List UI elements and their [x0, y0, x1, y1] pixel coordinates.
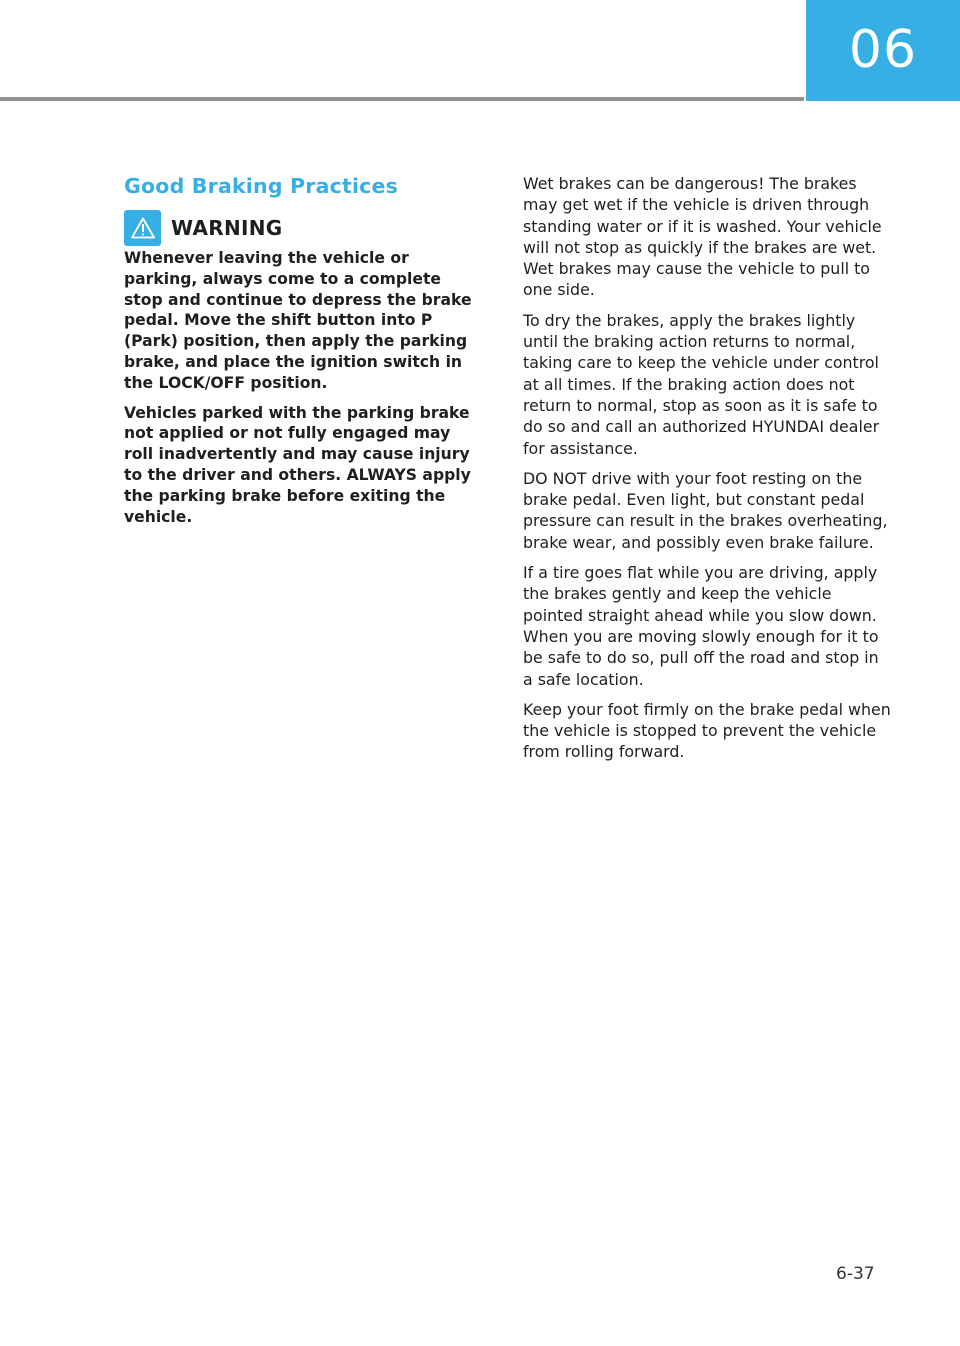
right-column	[523, 173, 893, 772]
section-title: Good Braking Practices	[124, 174, 399, 198]
body-paragraph: To dry the brakes, apply the brakes lightly until the braking action returns to normal, taking care to keep the vehicle under control at all times. If the braking action does not return to normal, stop as soon as it is safe to do so and call an authorized HYUNDAI dealer for assistance.	[523, 310, 880, 458]
body-paragraph: Wet brakes can be dangerous! The brakes may get wet if the vehicle is driven through standing water or if it is washed. Your vehicle will not stop as quickly if the brakes are wet. Wet brakes may cause the vehicle to pull to one side.	[523, 174, 882, 300]
header-rule	[0, 97, 804, 101]
warning-header	[124, 210, 484, 246]
page-number: 6-37	[836, 1264, 875, 1284]
warning-triangle-icon	[124, 210, 161, 246]
warning-paragraph: Vehicles parked with the parking brake not applied or not fully engaged may roll inadvertently and may cause injury to the driver and others. ALWAYS apply the parking brake before exiting the vehicle.	[124, 403, 471, 526]
body-paragraph: Keep your foot firmly on the brake pedal when the vehicle is stopped to prevent the vehicle from rolling forward.	[523, 699, 891, 762]
body-paragraph: DO NOT drive with your foot resting on the brake pedal. Even light, but constant pedal pressure can result in the brakes overheating, brake wear, and possibly even brake failure.	[523, 468, 888, 552]
chapter-tab: 06	[806, 0, 960, 101]
left-column	[124, 170, 484, 536]
warning-label: WARNING	[171, 216, 283, 240]
body-paragraph: If a tire goes flat while you are driving, apply the brakes gently and keep the vehicle pointed straight ahead while you slow down. When you are moving slowly enough for it to be safe to do so, pull off the road and stop in a safe location.	[523, 563, 879, 689]
warning-paragraph: Whenever leaving the vehicle or parking, always come to a complete stop and continue to depress the brake pedal. Move the shift button into P (Park) position, then apply the parking brake, and place the ignition switch in the LOCK/OFF position.	[124, 249, 472, 392]
